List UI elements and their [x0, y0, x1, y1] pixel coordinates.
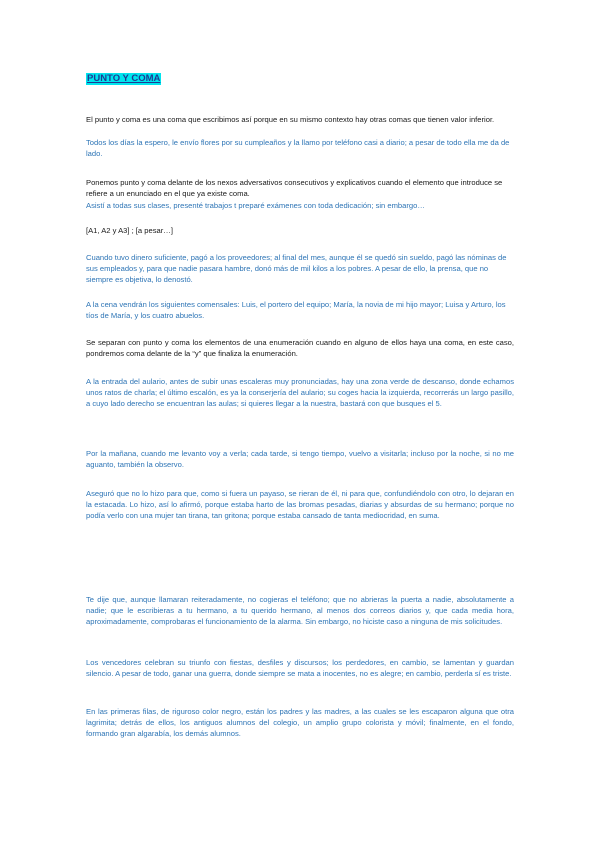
example-paragraph: A la entrada del aulario, antes de subir unas escaleras muy pronunciadas, hay una zona verde de descanso, donde echamos unos ratos de charla; el último escalón, es ya la conserjería del aulario; su coges hacia la izquierda, recorrerás un largo pasillo, a cuyo lado derecho se encuentran las aulas; si quieres llegar a la nuestra, bastará con que busques el 5.	[86, 377, 514, 409]
example-paragraph: A la cena vendrán los siguientes comensales: Luis, el portero del equipo; María, la novia de mi hijo mayor; Luisa y Arturo, los tíos de María, y los cuatro abuelos.	[86, 300, 506, 321]
example-paragraph: Asistí a todas sus clases, presenté trabajos t preparé exámenes con toda dedicación; sin embargo…	[86, 201, 425, 210]
example-paragraph: Cuando tuvo dinero suficiente, pagó a los proveedores; al final del mes, aunque él se quedó sin sueldo, pagó las nóminas de sus empleados y, para que nadie pasara hambre, donó más de mil kilos a los pobres. A pesar de ello, la prensa, que no siempre es objetiva, lo denostó.	[86, 253, 507, 285]
example-paragraph: En las primeras filas, de riguroso color negro, están los padres y las madres, a las cuales se les escaparon alguna que otra lagrimita; detrás de ellos, los antiguos alumnos del colegio, un amplio grupo colorista y móvil; finalmente, en el fondo, formando gran algarabía, los demás alumnos.	[86, 707, 514, 739]
rule-paragraph: El punto y coma es una coma que escribimos así porque en su mismo contexto hay otras comas que tienen valor inferior.	[86, 115, 495, 124]
rule-paragraph: Ponemos punto y coma delante de los nexos adversativos consecutivos y explicativos cuando el elemento que introduce se refiere a un enunciado en el que ya existe coma.	[86, 178, 503, 199]
example-paragraph: Todos los días la espero, le envío flores por su cumpleaños y la llamo por teléfono casi a diario; a pesar de todo ella me da de lado.	[86, 138, 510, 159]
example-paragraph: Los vencedores celebran su triunfo con fiestas, desfiles y discursos; los perdedores, en cambio, se lamentan y guardan silencio. A pesar de todo, ganar una guerra, donde siempre se mata a inocentes, no es alegre; en cambio, perderla sí es triste.	[86, 658, 514, 679]
example-paragraph: Te dije que, aunque llamaran reiteradamente, no cogieras el teléfono; que no abrieras la puerta a nadie, absolutamente a nadie; que le escribieras a tu hermano, a tu querido hermano, al menos dos correos diarios y, que cada media hora, aproximadamente, comprobaras el funcionamiento de la alarma. Sin embargo, no hiciste caso a ninguna de mis solicitudes.	[86, 595, 514, 627]
page-title: PUNTO Y COMA	[87, 73, 161, 84]
example-paragraph: Aseguró que no lo hizo para que, como si fuera un payaso, se rieran de él, ni para que, confundiéndolo con otro, lo dejaran en la estacada. Lo hizo, así lo afirmó, porque estaba harto de las bromas pesadas, diarias y absurdas de su hermano; porque no podía verlo con una mujer tan tirana, tan gritona; porque estaba cansado de tanta mediocridad, en suma.	[86, 489, 514, 521]
rule-paragraph: Se separan con punto y coma los elementos de una enumeración cuando en alguno de ellos haya una coma, en este caso, pondremos coma delante de la “y” que finaliza la enumeración.	[86, 338, 514, 359]
formula-line: [A1, A2 y A3] ; [a pesar…]	[86, 226, 173, 235]
example-paragraph: Por la mañana, cuando me levanto voy a verla; cada tarde, si tengo tiempo, vuelvo a visitarla; incluso por la noche, si no me aguanto, también la observo.	[86, 449, 514, 470]
